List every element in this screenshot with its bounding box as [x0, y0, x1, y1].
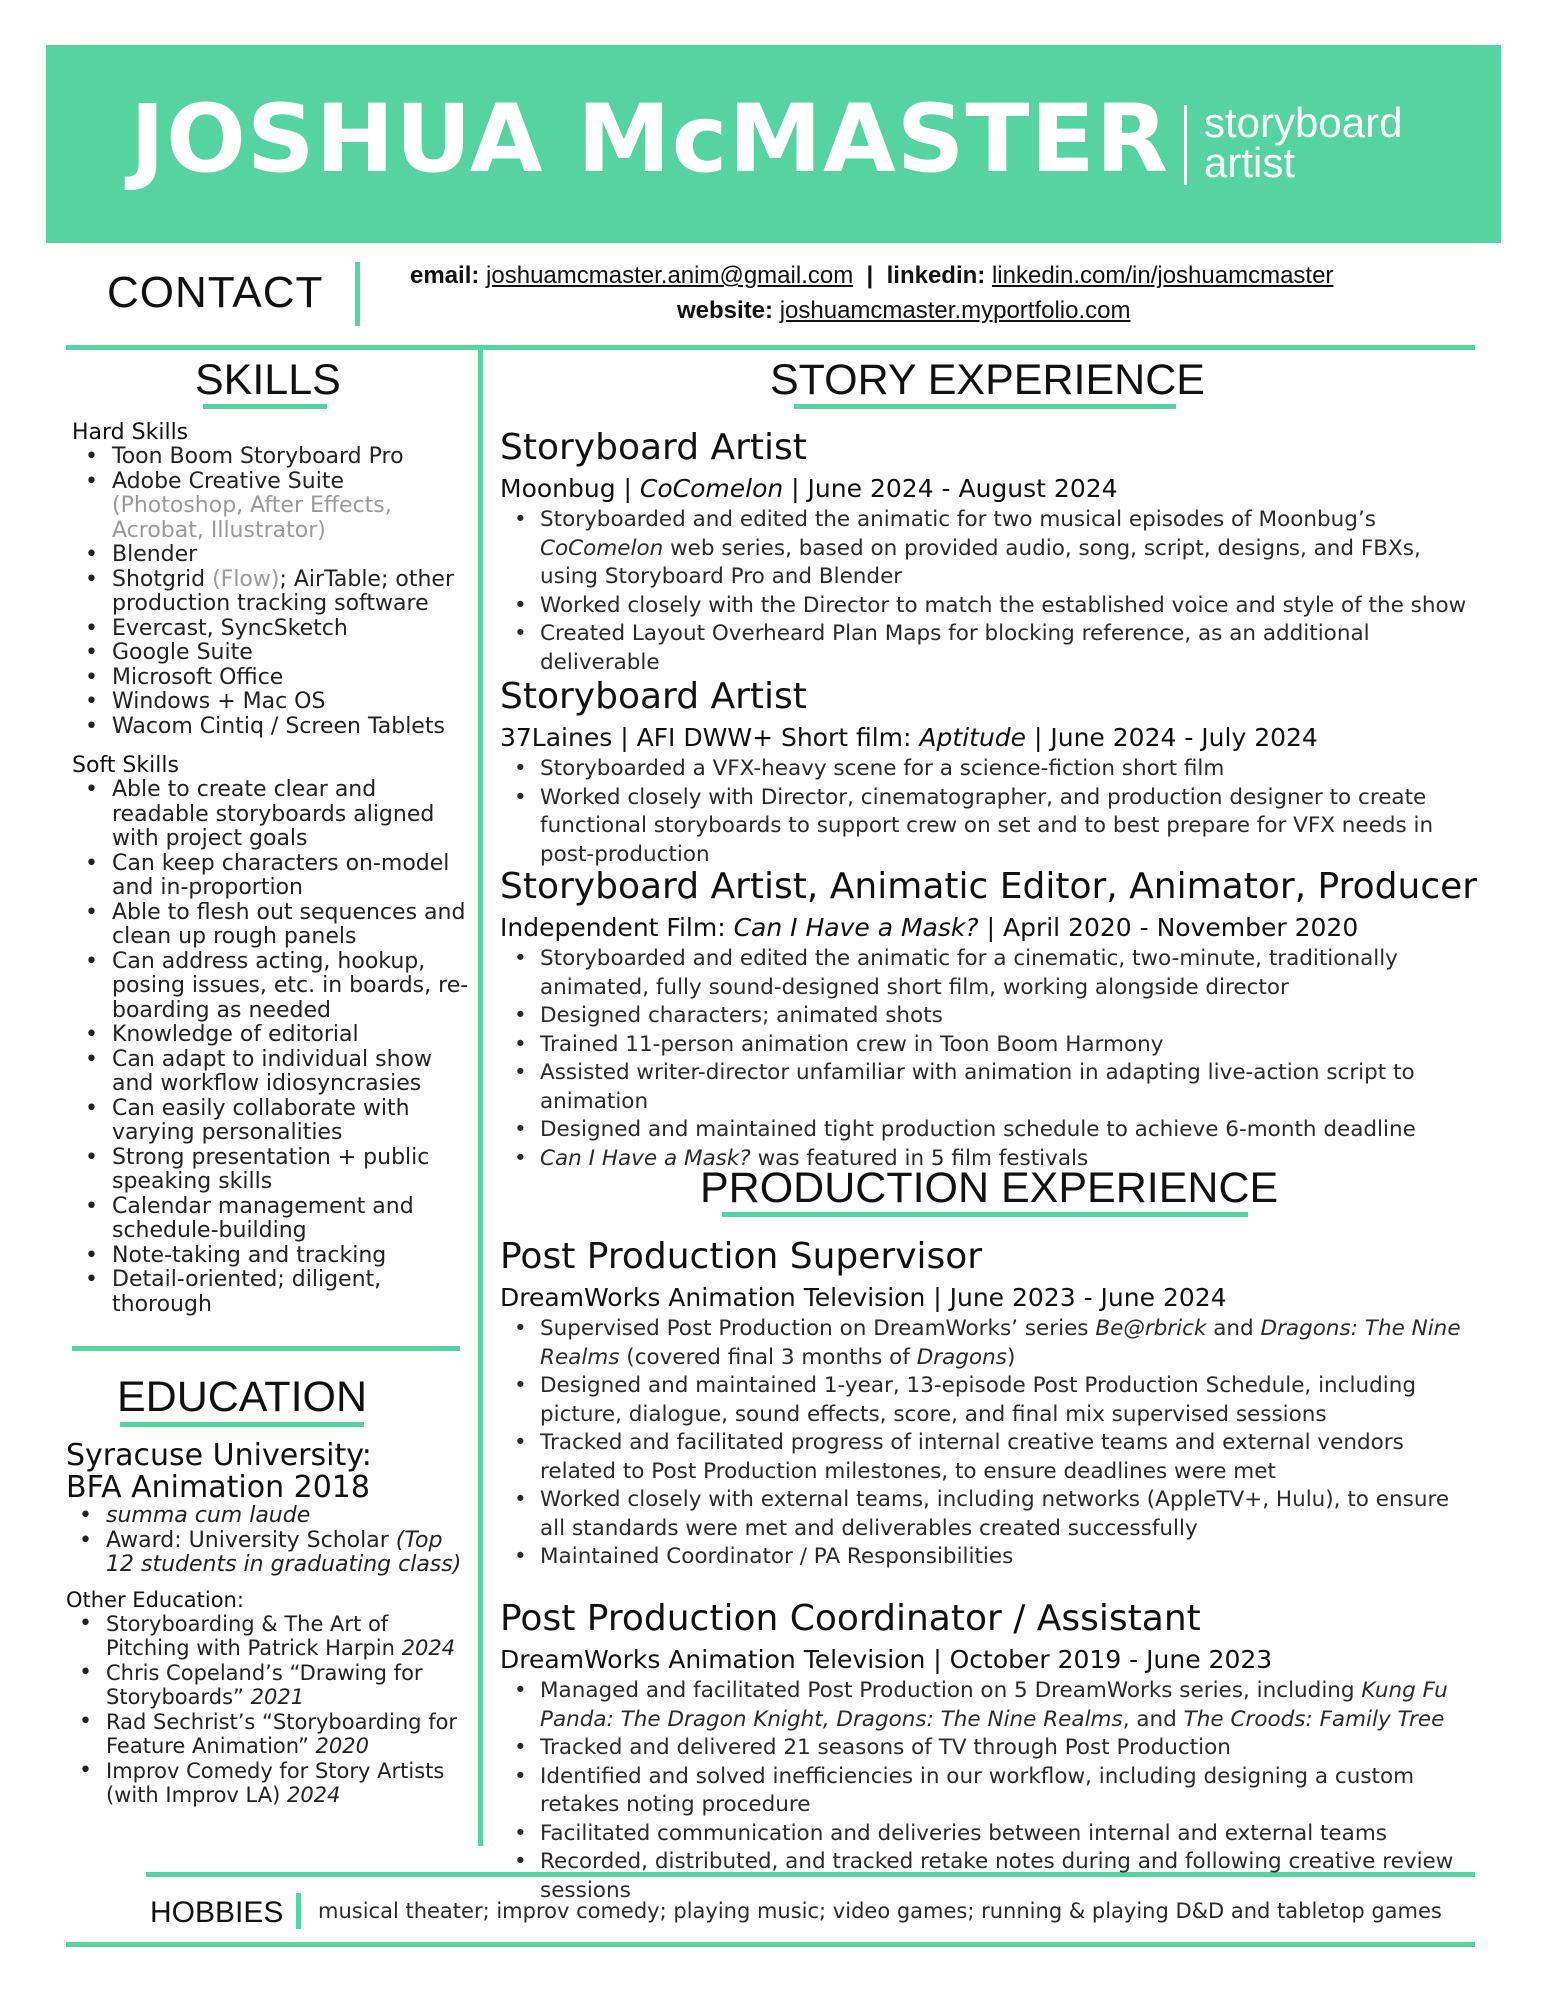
list-item: • Can adapt to individual show and workflow idiosyncrasies — [72, 1048, 472, 1097]
list-item: • Wacom Cintiq / Screen Tablets — [72, 715, 472, 740]
education-heading: EDUCATION — [116, 1373, 368, 1421]
hobbies-bottom-rule — [66, 1942, 1475, 1947]
list-item: • Improv Comedy for Story Artists (with Improv LA) 2024 — [66, 1759, 476, 1808]
contact-line-1 — [410, 262, 1333, 290]
list-item: • Worked closely with external teams, including networks (AppleTV+, Hulu), to ensure all standards were met and deliverables created successfully — [500, 1486, 1480, 1543]
job-bullets — [500, 1677, 1480, 1905]
contact-heading: CONTACT — [107, 268, 324, 317]
hard-skills-heading: Hard Skills — [72, 420, 189, 445]
hard-skills-list — [72, 445, 472, 739]
hobbies-divider — [296, 1893, 301, 1929]
job-subtitle: Moonbug | CoComelon | June 2024 - August 2024 — [500, 474, 1118, 503]
job-bullets — [500, 945, 1480, 1173]
header-banner — [46, 45, 1501, 243]
story-experience-underline — [794, 404, 1176, 409]
list-item: • Can address acting, hookup, posing issues, etc. in boards, re-boarding as needed — [72, 950, 472, 1024]
skill-note: (Photoshop, After Effects, Acrobat, Illustrator) — [112, 493, 392, 543]
list-item: • Can keep characters on-model and in-proportion — [72, 852, 472, 901]
job-bullets — [500, 755, 1480, 869]
list-item: • Designed and maintained tight production schedule to achieve 6-month deadline — [500, 1116, 1480, 1145]
list-item: • Chris Copeland’s “Drawing for Storyboards” 2021 — [66, 1661, 476, 1710]
role-line-1: storyboard — [1204, 99, 1403, 146]
column-divider — [478, 350, 483, 1846]
list-item: • Managed and facilitated Post Production on 5 DreamWorks series, including Kung Fu Panda: The Dragon Knight, Dragons: The Nine Realms, and The Croods: Family Tree — [500, 1677, 1480, 1734]
list-item: • Tracked and facilitated progress of internal creative teams and external vendors related to Post Production milestones, to ensure deadlines were met — [500, 1429, 1480, 1486]
list-item: • Assisted writer-director unfamiliar with animation in adapting live-action script to animation — [500, 1059, 1480, 1116]
skills-section — [72, 420, 472, 1317]
skills-heading: SKILLS — [195, 356, 341, 404]
list-item: • Evercast, SyncSketch — [72, 617, 472, 642]
list-item: • Microsoft Office — [72, 666, 472, 691]
story-experience-heading: STORY EXPERIENCE — [770, 356, 1205, 404]
job-title: Storyboard Artist — [500, 427, 807, 468]
job-title: Storyboard Artist, Animatic Editor, Animator, Producer — [500, 866, 1478, 907]
list-item: • Can easily collaborate with varying personalities — [72, 1097, 472, 1146]
education-honors-list — [66, 1504, 476, 1578]
list-item: • Detail-oriented; diligent, thorough — [72, 1268, 472, 1317]
production-experience-heading: PRODUCTION EXPERIENCE — [700, 1164, 1279, 1212]
list-item: • Maintained Coordinator / PA Responsibilities — [500, 1543, 1480, 1572]
list-item: • Toon Boom Storyboard Pro — [72, 445, 472, 470]
degree: BFA Animation 2018 — [66, 1470, 370, 1505]
list-item: • Strong presentation + public speaking skills — [72, 1146, 472, 1195]
job-subtitle: Independent Film: Can I Have a Mask? | April 2020 - November 2020 — [500, 913, 1359, 942]
school-name: Syracuse University: — [66, 1438, 372, 1473]
list-item: • Note-taking and tracking — [72, 1244, 472, 1269]
list-item: • Adobe Creative Suite (Photoshop, After Effects, Acrobat, Illustrator) — [72, 470, 472, 544]
list-item: • Can I Have a Mask? was featured in 5 film festivals — [500, 1145, 1480, 1174]
job-bullets — [500, 1315, 1480, 1572]
contact-divider — [355, 262, 360, 326]
list-item: • Facilitated communication and deliveries between internal and external teams — [500, 1820, 1480, 1849]
skills-education-rule — [72, 1346, 460, 1351]
contact-rule — [66, 345, 1475, 350]
list-item: • Shotgrid (Flow); AirTable; other production tracking software — [72, 568, 472, 617]
job-subtitle: 37Laines | AFI DWW+ Short film: Aptitude | June 2024 - July 2024 — [500, 723, 1318, 752]
role-line-2: artist — [1204, 139, 1296, 186]
list-item: • Windows + Mac OS — [72, 690, 472, 715]
list-item: • Created Layout Overheard Plan Maps for blocking reference, as an additional deliverable — [500, 620, 1480, 677]
email-link[interactable]: joshuamcmaster.anim@gmail.com — [486, 262, 854, 289]
list-item: • Storyboarded and edited the animatic for a cinematic, two-minute, traditionally animated, fully sound-designed short film, working alongside director — [500, 945, 1480, 1002]
list-item: • Blender — [72, 543, 472, 568]
list-item: • Recorded, distributed, and tracked retake notes during and following creative review sessions — [500, 1848, 1480, 1905]
linkedin-label: linkedin: — [886, 262, 986, 289]
list-item: • Trained 11-person animation crew in Toon Boom Harmony — [500, 1031, 1480, 1060]
contact-line-2 — [677, 297, 1131, 325]
job-title: Post Production Supervisor — [500, 1236, 983, 1277]
education-underline — [120, 1422, 364, 1427]
list-item: • Identified and solved inefficiencies in our workflow, including designing a custom retakes noting procedure — [500, 1763, 1480, 1820]
linkedin-link[interactable]: linkedin.com/in/joshuamcmaster — [991, 262, 1334, 289]
soft-skills-heading: Soft Skills — [72, 753, 179, 778]
list-item: • Storyboarded a VFX-heavy scene for a science-fiction short film — [500, 755, 1480, 784]
list-item: • Designed and maintained 1-year, 13-episode Post Production Schedule, including picture, dialogue, sound effects, score, and final mix supervised sessions — [500, 1372, 1480, 1429]
list-item: • Worked closely with the Director to match the established voice and style of the show — [500, 592, 1480, 621]
production-experience-underline — [722, 1212, 1248, 1217]
list-item: • Calendar management and schedule-building — [72, 1195, 472, 1244]
skills-underline — [203, 404, 327, 409]
list-item: • Award: University Scholar (Top 12 students in graduating class) — [66, 1529, 476, 1578]
hobbies-text: musical theater; improv comedy; playing music; video games; running & playing D&D and tabletop games — [318, 1899, 1442, 1923]
other-education-list — [66, 1612, 476, 1808]
job-subtitle: DreamWorks Animation Television | October 2019 - June 2023 — [500, 1645, 1273, 1674]
other-education-heading: Other Education: — [66, 1587, 244, 1612]
list-item: • Able to create clear and readable storyboards aligned with project goals — [72, 778, 472, 852]
job-bullets — [500, 506, 1480, 677]
website-label: website: — [677, 297, 774, 324]
list-item: • Able to flesh out sequences and clean up rough panels — [72, 901, 472, 950]
list-item: • Tracked and delivered 21 seasons of TV through Post Production — [500, 1734, 1480, 1763]
list-item: • Designed characters; animated shots — [500, 1002, 1480, 1031]
list-item: • Storyboarding & The Art of Pitching with Patrick Harpin 2024 — [66, 1612, 476, 1661]
role-title — [1204, 99, 1484, 186]
list-item: • Knowledge of editorial — [72, 1023, 472, 1048]
website-link[interactable]: joshuamcmaster.myportfolio.com — [779, 297, 1131, 324]
list-item: • Supervised Post Production on DreamWorks’ series Be@rbrick and Dragons: The Nine Realms (covered final 3 months of Dragons) — [500, 1315, 1480, 1372]
header-divider — [1184, 105, 1187, 185]
list-item: • Worked closely with Director, cinematographer, and production designer to create functional storyboards to support crew on set and to best prepare for VFX needs in post-production — [500, 784, 1480, 870]
hobbies-heading: HOBBIES — [150, 1896, 284, 1929]
job-subtitle: DreamWorks Animation Television | June 2023 - June 2024 — [500, 1283, 1227, 1312]
contact-separator: | — [866, 262, 874, 289]
list-item: • Storyboarded and edited the animatic for two musical episodes of Moonbug’s CoComelon web series, based on provided audio, song, script, designs, and FBXs, using Storyboard Pro and Blender — [500, 506, 1480, 592]
job-title: Post Production Coordinator / Assistant — [500, 1598, 1201, 1639]
soft-skills-list — [72, 778, 472, 1317]
list-item: • Google Suite — [72, 641, 472, 666]
list-item: • Rad Sechrist’s “Storyboarding for Feature Animation” 2020 — [66, 1710, 476, 1759]
education-section — [66, 1440, 476, 1808]
email-label: email: — [410, 262, 480, 289]
list-item: • summa cum laude — [66, 1504, 476, 1529]
person-name: JOSHUA McMASTER — [130, 85, 1170, 194]
job-title: Storyboard Artist — [500, 676, 807, 717]
